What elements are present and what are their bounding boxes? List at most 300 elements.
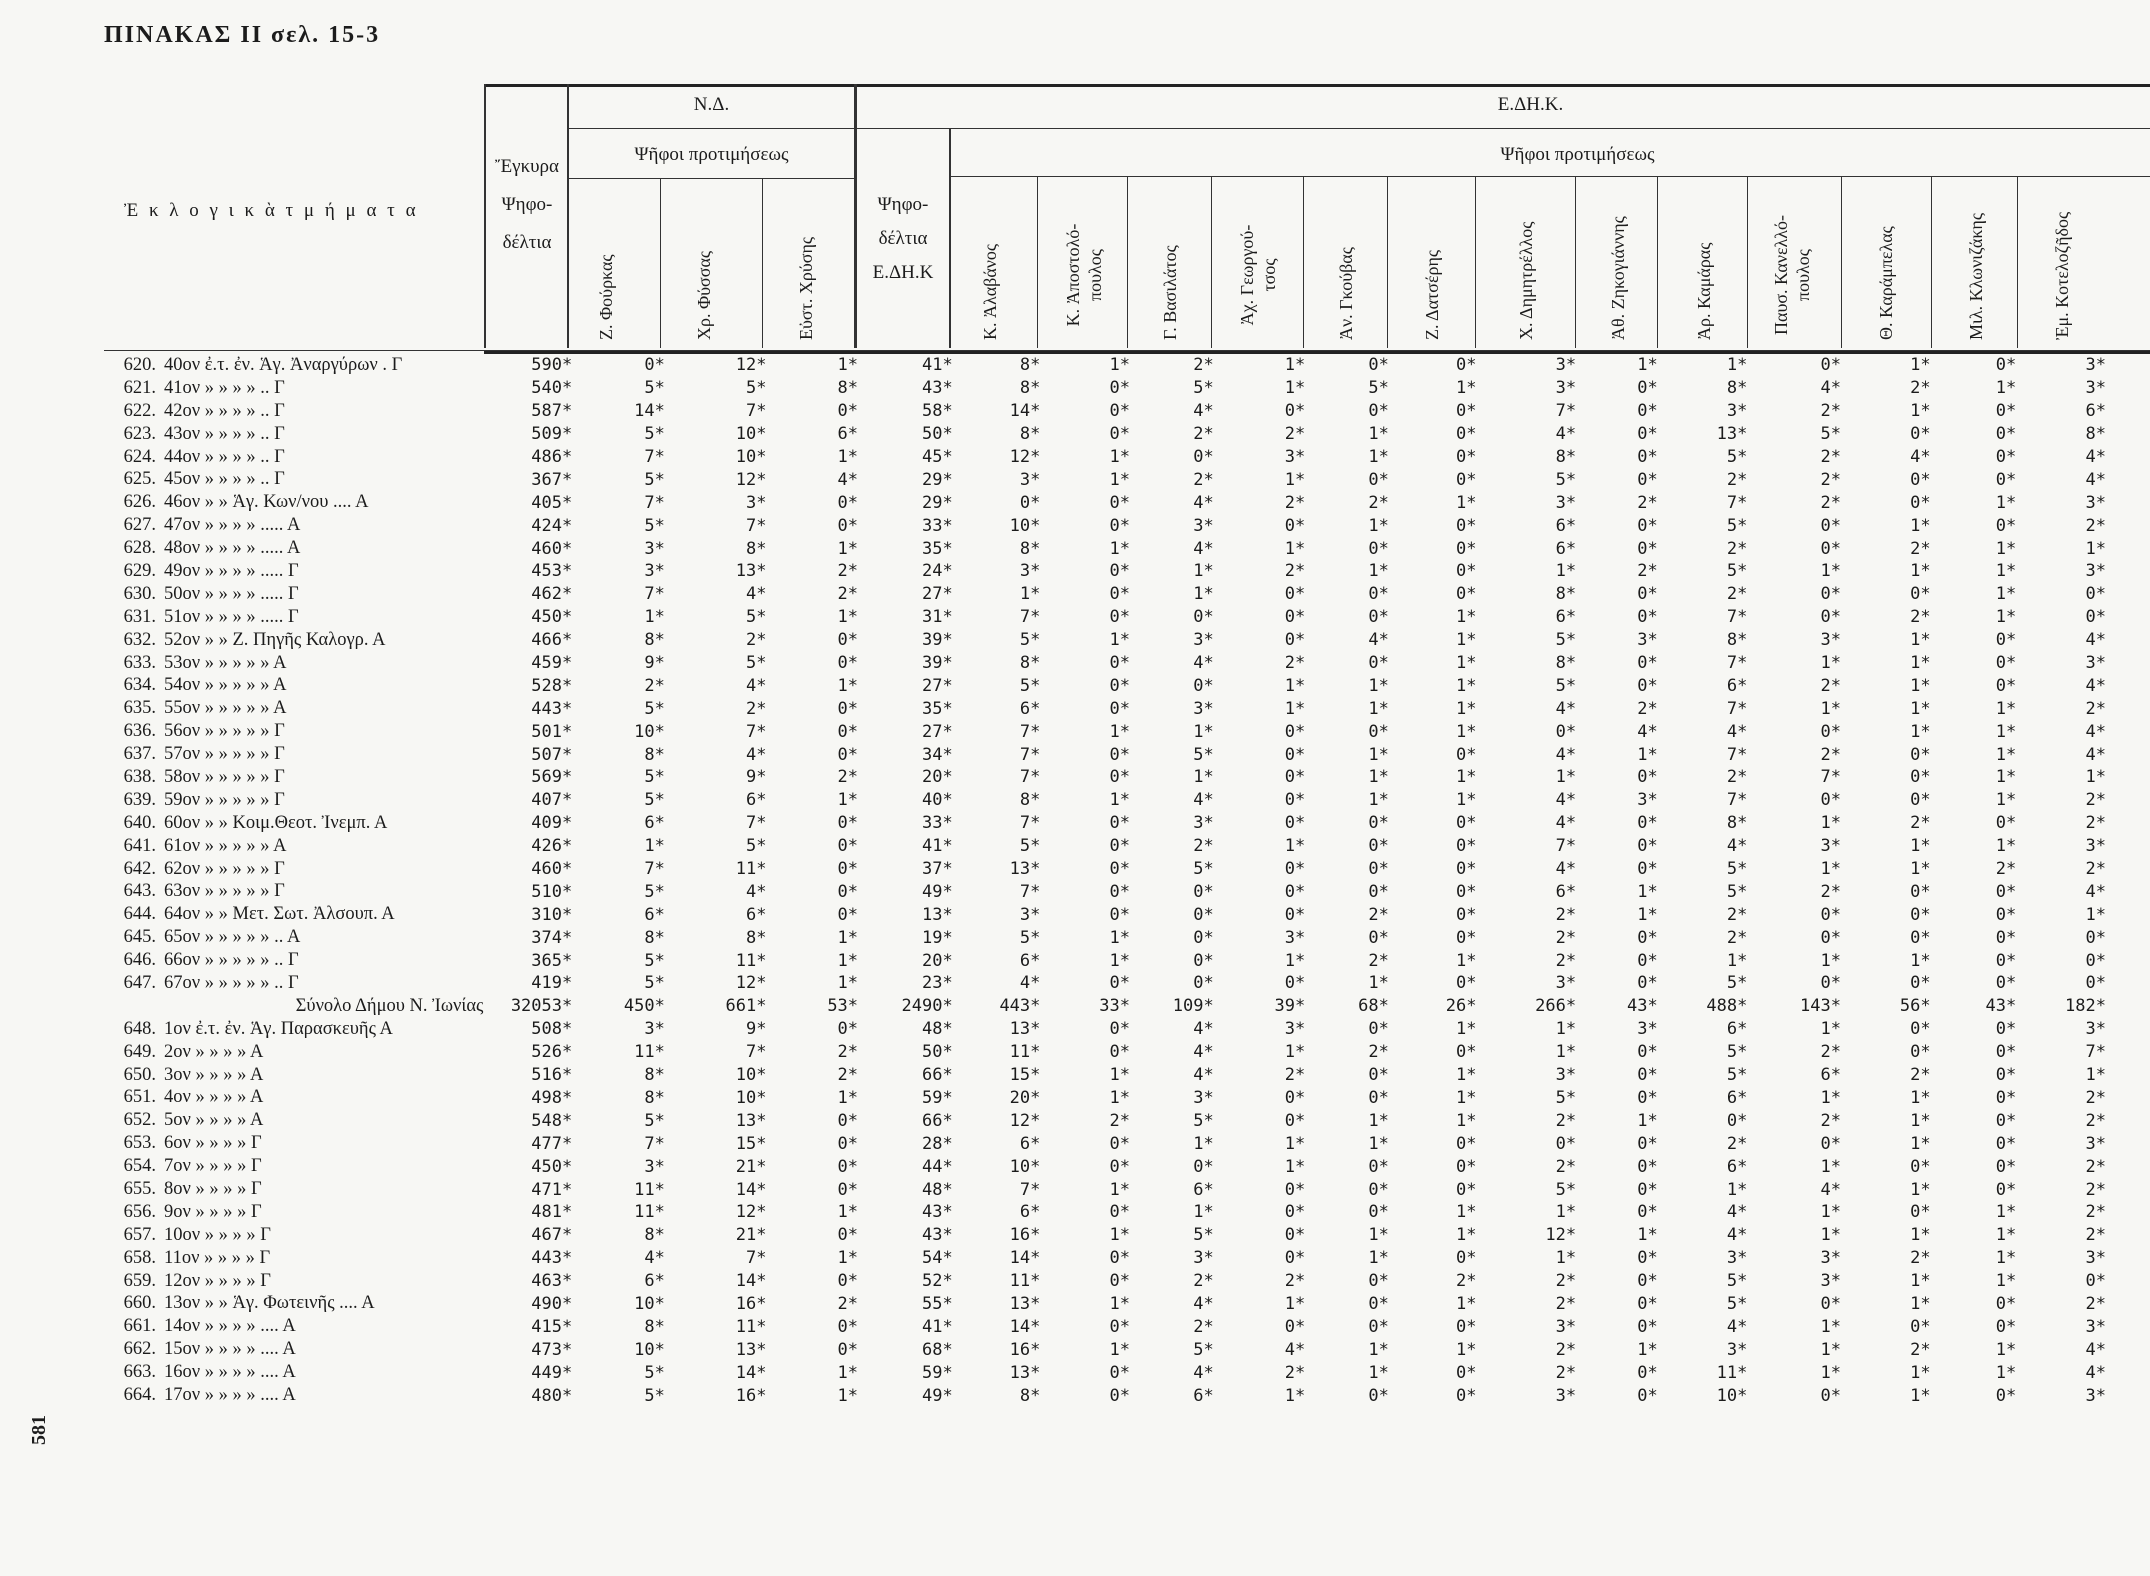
table-cell: 0* <box>1284 515 1306 536</box>
table-cell: 1* <box>1910 653 1931 674</box>
table-cell: 4* <box>1726 1316 1748 1337</box>
table-cell: 6* <box>1019 950 1041 971</box>
table-cell: 2* <box>1910 607 1931 628</box>
table-cell: 0* <box>1995 1065 2017 1086</box>
table-cell: 1* <box>1109 1179 1130 1200</box>
table-cell: 0* <box>837 1316 859 1337</box>
row-label <box>104 652 489 675</box>
table-cell: 0* <box>1456 744 1477 765</box>
table-cell: 4* <box>2085 881 2106 902</box>
table-cell: 12* <box>735 973 767 994</box>
table-cell: 1* <box>1910 1385 1931 1406</box>
table-cell: 5* <box>1555 1179 1577 1200</box>
table-cell: 43* <box>1985 996 2017 1017</box>
table-cell: 2* <box>1284 561 1306 582</box>
table-cell: 21* <box>735 1225 767 1246</box>
row-label <box>104 1201 489 1224</box>
table-cell: 8* <box>1726 630 1748 651</box>
table-cell: 0* <box>1456 401 1477 422</box>
table-cell: 3* <box>1726 401 1748 422</box>
table-cell: 11* <box>735 1316 767 1337</box>
table-cell: 526* <box>531 1042 573 1063</box>
table-cell: 0* <box>1368 1156 1389 1177</box>
table-cell: 15* <box>735 1133 767 1154</box>
table-cell: 0* <box>1637 927 1658 948</box>
table-cell: 1* <box>1820 950 1841 971</box>
table-cell: 50* <box>922 1042 953 1063</box>
table-cell: 2* <box>2085 1110 2106 1131</box>
table-cell: 5* <box>644 950 665 971</box>
table-cell: 4* <box>1193 1019 1214 1040</box>
row-number: 628. <box>123 538 156 559</box>
table-cell: 0* <box>1820 790 1841 811</box>
table-cell: 1* <box>1456 492 1477 513</box>
table-cell: 10* <box>634 1293 665 1314</box>
table-cell: 365* <box>531 950 573 971</box>
table-row <box>104 972 2106 995</box>
table-cell: 0* <box>837 744 859 765</box>
table-cell: 4* <box>2085 675 2106 696</box>
table-cell: 4* <box>1284 1339 1306 1360</box>
table-cell: 453* <box>531 561 573 582</box>
table-body <box>104 354 2106 1407</box>
row-label <box>104 514 489 537</box>
table-cell: 49* <box>922 881 953 902</box>
table-cell: 0* <box>1637 1202 1658 1223</box>
row-number: 638. <box>123 766 156 787</box>
table-cell: 374* <box>531 927 573 948</box>
valid-ballots-label: Ἔγκυρα Ψηφο-δέλτια <box>495 156 559 253</box>
table-row <box>104 514 2106 537</box>
table-cell: 0* <box>1109 744 1130 765</box>
table-cell: 0* <box>1995 1110 2017 1131</box>
row-label <box>104 1270 489 1293</box>
row-number: 644. <box>123 904 156 925</box>
row-number: 654. <box>123 1156 156 1177</box>
table-cell: 0* <box>1456 469 1477 490</box>
row-label-text: 41ον » » » » .. Γ <box>164 377 285 398</box>
table-cell: 1* <box>1820 653 1841 674</box>
table-cell: 34* <box>922 744 953 765</box>
table-cell: 1* <box>1193 1202 1214 1223</box>
table-cell: 0* <box>1019 492 1041 513</box>
table-cell: 2* <box>644 675 665 696</box>
table-cell: 1* <box>1555 1248 1577 1269</box>
table-cell: 1* <box>1193 584 1214 605</box>
table-row <box>104 606 2106 629</box>
table-cell: 0* <box>1637 538 1658 559</box>
table-cell: 45* <box>922 447 953 467</box>
table-cell: 5* <box>1820 424 1841 445</box>
table-cell: 2* <box>1284 1065 1306 1086</box>
candidate-nd-3: Εὐστ. Χρύσης <box>796 237 816 340</box>
table-cell: 0* <box>1456 424 1477 445</box>
table-cell: 14* <box>1009 1248 1041 1269</box>
table-cell: 5* <box>1555 675 1577 696</box>
table-cell: 3* <box>2085 1019 2106 1040</box>
sections-label: Ἐ κ λ ο γ ι κ ὰ τ μ ή μ α τ α <box>124 200 419 221</box>
table-cell: 3* <box>2085 355 2106 376</box>
table-cell: 20* <box>1009 1087 1041 1108</box>
table-cell: 7* <box>745 721 767 742</box>
table-cell: 27* <box>922 721 953 742</box>
row-number: 624. <box>123 446 156 467</box>
table-cell: 8* <box>644 1065 665 1086</box>
row-label <box>104 697 489 720</box>
row-label <box>104 400 489 423</box>
table-cell: 0* <box>1109 675 1130 696</box>
table-cell: 0* <box>1109 836 1130 857</box>
table-cell: 39* <box>1274 996 1306 1017</box>
table-row <box>104 652 2106 675</box>
table-cell: 1* <box>1109 790 1130 811</box>
table-cell: 0* <box>1284 1225 1306 1246</box>
table-cell: 33* <box>922 813 953 834</box>
table-cell: 0* <box>1637 515 1658 536</box>
table-cell: 1* <box>1456 1293 1477 1314</box>
table-cell: 540* <box>531 378 573 399</box>
table-cell: 1* <box>1284 675 1306 696</box>
table-cell: 4* <box>1193 790 1214 811</box>
table-cell: 1* <box>1910 401 1931 422</box>
table-cell: 0* <box>1193 447 1214 467</box>
table-cell: 4* <box>1820 1179 1841 1200</box>
table-cell: 0* <box>1368 1019 1389 1040</box>
table-cell: 2* <box>1284 492 1306 513</box>
table-cell: 11* <box>1716 1362 1748 1383</box>
table-cell: 460* <box>531 859 573 880</box>
table-cell: 0* <box>1995 1293 2017 1314</box>
row-number: 627. <box>123 515 156 536</box>
table-cell: 508* <box>531 1019 573 1040</box>
table-cell: 59* <box>922 1362 953 1383</box>
row-label-text: 59ον » » » » » Γ <box>164 789 285 810</box>
table-cell: 0* <box>1456 859 1477 880</box>
table-cell: 0* <box>1820 973 1841 994</box>
row-label-text: 62ον » » » » » Γ <box>164 858 285 879</box>
table-cell: 0* <box>1820 607 1841 628</box>
table-cell: 1* <box>1995 492 2017 513</box>
row-label <box>104 972 489 995</box>
table-cell: 1* <box>1995 721 2017 742</box>
row-label-text: 14ον » » » » .... Α <box>164 1316 296 1337</box>
table-cell: 1* <box>1910 1293 1931 1314</box>
table-cell: 0* <box>1637 1087 1658 1108</box>
table-cell: 0* <box>1456 1362 1477 1383</box>
table-cell: 2* <box>1555 1110 1577 1131</box>
table-cell: 0* <box>1368 881 1389 902</box>
table-cell: 7* <box>1019 813 1041 834</box>
table-cell: 1* <box>837 1248 859 1269</box>
table-cell: 3* <box>1193 813 1214 834</box>
table-cell: 0* <box>1995 1316 2017 1337</box>
table-cell: 109* <box>1172 996 1214 1017</box>
table-cell: 1* <box>837 973 859 994</box>
row-number: 630. <box>123 583 156 604</box>
table-cell: 1* <box>1726 355 1748 376</box>
table-cell: 0* <box>1910 904 1931 925</box>
table-cell: 1* <box>1637 1225 1658 1246</box>
row-number: 655. <box>123 1179 156 1199</box>
row-number: 641. <box>123 835 156 856</box>
table-cell: 6* <box>1555 538 1577 559</box>
table-cell: 0* <box>1109 607 1130 628</box>
table-cell: 13* <box>735 1339 767 1360</box>
row-label-text: 12ον » » » » Γ <box>164 1270 271 1291</box>
table-cell: 6* <box>1726 1087 1748 1108</box>
table-cell: 4* <box>837 469 859 490</box>
table-cell: 0* <box>1820 721 1841 742</box>
table-cell: 2* <box>1910 1248 1931 1269</box>
table-cell: 509* <box>531 424 573 445</box>
table-cell: 1* <box>1637 881 1658 902</box>
table-cell: 1* <box>1193 721 1214 742</box>
table-cell: 1* <box>1820 1316 1841 1337</box>
table-cell: 1* <box>1995 1339 2017 1360</box>
row-label-text: 47ον » » » » ..... Α <box>164 515 301 536</box>
table-cell: 6* <box>644 1271 665 1292</box>
table-cell: 1* <box>1910 561 1931 582</box>
candidate-edik-1: Κ. Ἀλαβάνος <box>980 243 1000 340</box>
table-cell: 2* <box>745 630 767 651</box>
table-cell: 56* <box>1899 996 1931 1017</box>
table-cell: 7* <box>644 447 665 467</box>
table-row <box>104 1132 2106 1155</box>
table-row <box>104 720 2106 743</box>
table-cell: 0* <box>837 653 859 674</box>
row-label <box>104 1384 489 1407</box>
table-cell: 0* <box>1368 584 1389 605</box>
table-cell: 3* <box>1820 1248 1841 1269</box>
table-cell: 12* <box>1545 1225 1577 1246</box>
table-cell: 1* <box>1193 1133 1214 1154</box>
row-number: 659. <box>123 1270 156 1291</box>
row-label-text: 66ον » » » » » .. Γ <box>164 950 299 971</box>
table-cell: 8* <box>1726 813 1748 834</box>
table-cell: 0* <box>1995 447 2017 467</box>
table-row <box>104 1384 2106 1407</box>
row-label <box>104 1178 489 1201</box>
table-cell: 41* <box>922 836 953 857</box>
candidate-edik-12: Μιλ. Κλωνιζάκης <box>1966 213 1986 340</box>
candidate-edik-6: Ζ. Δατσέρης <box>1422 249 1442 340</box>
table-cell: 3* <box>1820 836 1841 857</box>
table-cell: 2* <box>1637 561 1658 582</box>
table-cell: 8* <box>644 1087 665 1108</box>
table-cell: 0* <box>2085 1271 2106 1292</box>
table-cell: 5* <box>1726 859 1748 880</box>
table-cell: 7* <box>1726 790 1748 811</box>
table-cell: 50* <box>922 424 953 445</box>
table-cell: 2* <box>1637 698 1658 719</box>
table-cell: 0* <box>1910 1156 1931 1177</box>
table-cell: 1* <box>1284 538 1306 559</box>
table-cell: 3* <box>2085 836 2106 857</box>
table-cell: 8* <box>745 927 767 948</box>
table-cell: 6* <box>1726 1019 1748 1040</box>
table-cell: 0* <box>837 515 859 536</box>
row-label-text: 4ον » » » » Α <box>164 1087 264 1108</box>
row-number: 649. <box>123 1041 156 1062</box>
row-number: 646. <box>123 950 156 971</box>
table-cell: 3* <box>1193 1248 1214 1269</box>
row-label <box>104 995 489 1018</box>
table-cell: 1* <box>1995 607 2017 628</box>
table-cell: 5* <box>1726 1065 1748 1086</box>
table-cell: 7* <box>745 1042 767 1063</box>
table-cell: 0* <box>837 813 859 834</box>
table-cell: 0* <box>1109 1248 1130 1269</box>
table-cell: 1* <box>1456 1339 1477 1360</box>
table-row <box>104 1041 2106 1064</box>
table-cell: 2* <box>1284 1362 1306 1383</box>
table-cell: 1* <box>1368 767 1389 788</box>
row-number: 663. <box>123 1362 156 1383</box>
table-row <box>104 1201 2106 1224</box>
table-cell: 8* <box>644 1316 665 1337</box>
table-cell: 0* <box>1995 1156 2017 1177</box>
table-cell: 0* <box>1637 836 1658 857</box>
table-cell: 0* <box>1995 630 2017 651</box>
table-cell: 3* <box>1637 790 1658 811</box>
table-cell: 3* <box>1193 698 1214 719</box>
table-cell: 4* <box>2085 447 2106 467</box>
table-cell: 0* <box>1995 515 2017 536</box>
table-cell: 0* <box>837 1019 859 1040</box>
table-cell: 6* <box>644 904 665 925</box>
row-label-text: 9ον » » » » Γ <box>164 1201 262 1222</box>
table-cell: 0* <box>1368 927 1389 948</box>
table-cell: 443* <box>999 996 1041 1017</box>
table-cell: 2* <box>1284 653 1306 674</box>
row-label-text: 55ον » » » » » Α <box>164 698 287 719</box>
row-label-text: 11ον » » » » Γ <box>164 1247 271 1268</box>
table-cell: 4* <box>1193 1042 1214 1063</box>
table-cell: 0* <box>837 401 859 422</box>
table-cell: 9* <box>644 653 665 674</box>
table-cell: 13* <box>1009 859 1041 880</box>
table-cell: 501* <box>531 721 573 742</box>
table-cell: 1* <box>1910 675 1931 696</box>
table-cell: 5* <box>644 973 665 994</box>
table-cell: 419* <box>531 973 573 994</box>
table-cell: 0* <box>1456 1385 1477 1406</box>
row-label-text: 2ον » » » » Α <box>164 1041 264 1062</box>
table-cell: 24* <box>922 561 953 582</box>
table-cell: 1* <box>1368 515 1389 536</box>
table-cell: 1* <box>1995 1225 2017 1246</box>
row-number: 623. <box>123 423 156 444</box>
table-cell: 5* <box>1555 630 1577 651</box>
row-label-text: 15ον » » » » .... Α <box>164 1339 296 1360</box>
table-cell: 4* <box>644 1248 665 1269</box>
row-number: 625. <box>123 469 156 490</box>
table-cell: 481* <box>531 1202 573 1223</box>
row-label-text: 48ον » » » » ..... Α <box>164 538 301 559</box>
row-number: 639. <box>123 789 156 810</box>
table-cell: 10* <box>634 721 665 742</box>
table-cell: 3* <box>2085 653 2106 674</box>
table-cell: 1* <box>1109 355 1130 376</box>
table-cell: 43* <box>1627 996 1658 1017</box>
table-row <box>104 423 2106 446</box>
table-cell: 3* <box>1284 447 1306 467</box>
table-cell: 0* <box>1910 790 1931 811</box>
table-cell: 5* <box>1726 561 1748 582</box>
table-cell: 0* <box>1368 1065 1389 1086</box>
table-cell: 0* <box>1637 584 1658 605</box>
table-cell: 2* <box>1193 1271 1214 1292</box>
table-cell: 1* <box>1637 1110 1658 1131</box>
table-cell: 0* <box>1910 767 1931 788</box>
table-cell: 1* <box>2085 1065 2106 1086</box>
table-cell: 5* <box>1019 675 1041 696</box>
row-label <box>104 743 489 766</box>
table-cell: 3* <box>1019 904 1041 925</box>
table-cell: 19* <box>922 927 953 948</box>
table-cell: 0* <box>1910 424 1931 445</box>
table-cell: 0* <box>1368 1202 1389 1223</box>
table-cell: 1* <box>1995 698 2017 719</box>
row-label-text: 45ον » » » » .. Γ <box>164 469 285 490</box>
table-cell: 11* <box>634 1179 665 1200</box>
table-cell: 4* <box>1019 973 1041 994</box>
table-cell: 1* <box>1820 1019 1841 1040</box>
table-cell: 2* <box>1555 1339 1577 1360</box>
table-row <box>104 1109 2106 1132</box>
table-cell: 0* <box>837 1179 859 1200</box>
table-cell: 2* <box>1910 1339 1931 1360</box>
table-cell: 3* <box>644 1156 665 1177</box>
table-cell: 1* <box>1456 1065 1477 1086</box>
table-cell: 405* <box>531 492 573 513</box>
table-cell: 10* <box>735 424 767 445</box>
table-cell: 1* <box>1284 950 1306 971</box>
row-label-text: 49ον » » » » ..... Γ <box>164 560 299 581</box>
table-cell: 2* <box>1820 744 1841 765</box>
table-cell: 443* <box>531 698 573 719</box>
table-cell: 1* <box>1820 1225 1841 1246</box>
table-cell: 0* <box>1368 355 1389 376</box>
table-cell: 2* <box>1555 1271 1577 1292</box>
table-cell: 0* <box>1109 813 1130 834</box>
table-cell: 1* <box>1456 1087 1477 1108</box>
table-row <box>104 880 2106 903</box>
row-number: 637. <box>123 744 156 765</box>
table-cell: 1* <box>1910 630 1931 651</box>
table-row <box>104 1361 2106 1384</box>
row-number: 656. <box>123 1201 156 1222</box>
table-cell: 459* <box>531 653 573 674</box>
row-label-text: 54ον » » » » » Α <box>164 675 287 696</box>
row-number: 633. <box>123 652 156 673</box>
table-cell: 0* <box>1820 1385 1841 1406</box>
table-cell: 9* <box>745 767 767 788</box>
table-cell: 1* <box>1284 1042 1306 1063</box>
row-label-text: 46ον » » Ἁγ. Κων/νου .... Α <box>164 492 369 513</box>
table-cell: 4* <box>1726 721 1748 742</box>
table-cell: 661* <box>725 996 767 1017</box>
table-cell: 0* <box>1368 1316 1389 1337</box>
table-cell: 2* <box>1368 1042 1389 1063</box>
table-cell: 1* <box>1284 355 1306 376</box>
table-cell: 6* <box>837 424 859 445</box>
table-cell: 0* <box>1284 790 1306 811</box>
table-cell: 5* <box>1019 927 1041 948</box>
table-cell: 13* <box>1716 424 1748 445</box>
table-cell: 10* <box>1009 515 1041 536</box>
table-cell: 3* <box>644 1019 665 1040</box>
